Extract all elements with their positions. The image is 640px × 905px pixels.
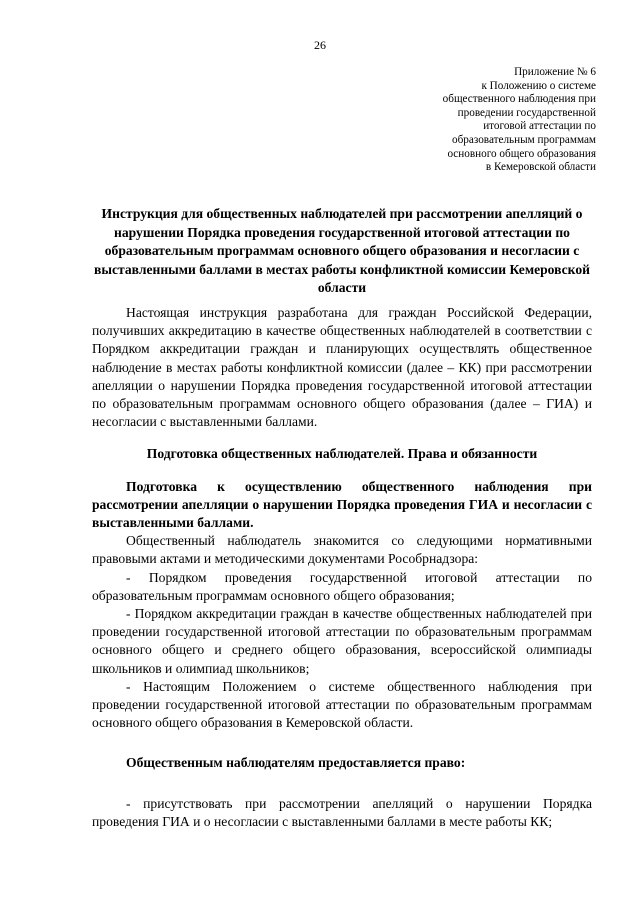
document-body xyxy=(92,304,592,831)
appendix-note xyxy=(396,66,596,175)
document-list-item: - Порядком проведения государственной итоговой аттестации по образовательным программам основного общего образования; xyxy=(92,569,592,603)
appendix-line: образовательным программам xyxy=(452,133,596,146)
appendix-line: Приложение № 6 xyxy=(514,66,596,78)
rights-heading: Общественным наблюдателям предоставляется право: xyxy=(126,755,466,771)
intro-paragraph: Настоящая инструкция разработана для граждан Российской Федерации, получивших аккредитацию в качестве общественных наблюдателей в соответствии с Порядком аккредитации граждан и планирующих осуществлять общественное наблюдение в местах работы конфликтной комиссии (далее – КК) при рассмотрении апелляции о нарушении Порядка проведения государственной итоговой аттестации по образовательным программам основного общего образования (далее – ГИА) и несогласии с выставленными баллами. xyxy=(92,305,592,430)
appendix-line: к Положению о системе xyxy=(481,79,596,92)
familiarize-paragraph: Общественный наблюдатель знакомится со следующими нормативными правовыми актами и методическими документами Рособрнадзора: xyxy=(92,533,592,567)
appendix-line: общественного наблюдения при xyxy=(442,93,596,106)
appendix-line: в Кемеровской области xyxy=(485,161,596,174)
document-list-item: - Настоящим Положением о системе общественного наблюдения при проведении государственной итоговой аттестации по образовательным программам основного общего образования в Кемеровской области. xyxy=(92,678,592,731)
document-list-item: - Порядком аккредитации граждан в качестве общественных наблюдателей при проведении государственной итоговой аттестации по образовательным программам основного общего и среднего общего образования, всероссийской олимпиады школьников и олимпиад школьников; xyxy=(92,606,592,676)
section-heading: Подготовка общественных наблюдателей. Права и обязанности xyxy=(146,446,538,462)
appendix-line: итоговой аттестации по xyxy=(483,120,596,133)
appendix-line: основного общего образования xyxy=(447,147,596,160)
document-title: Инструкция для общественных наблюдателей при рассмотрении апелляций о нарушении Порядка проведения государственной итоговой аттестации по образовательным программам основного общего образования и несогласии с выставленными баллами в местах работы конфликтной комиссии Кемеровской области xyxy=(94,206,590,295)
appendix-line: проведении государственной xyxy=(457,106,596,119)
preparation-heading: Подготовка к осуществлению общественного наблюдения при рассмотрении апелляции о нарушении Порядка проведения ГИА и несогласии с выставленными баллами. xyxy=(92,478,592,531)
page-number: 26 xyxy=(314,38,326,52)
rights-list-item: - присутствовать при рассмотрении апелляций о нарушении Порядка проведения ГИА и о несогласии с выставленными баллами в месте работы КК; xyxy=(92,795,592,829)
